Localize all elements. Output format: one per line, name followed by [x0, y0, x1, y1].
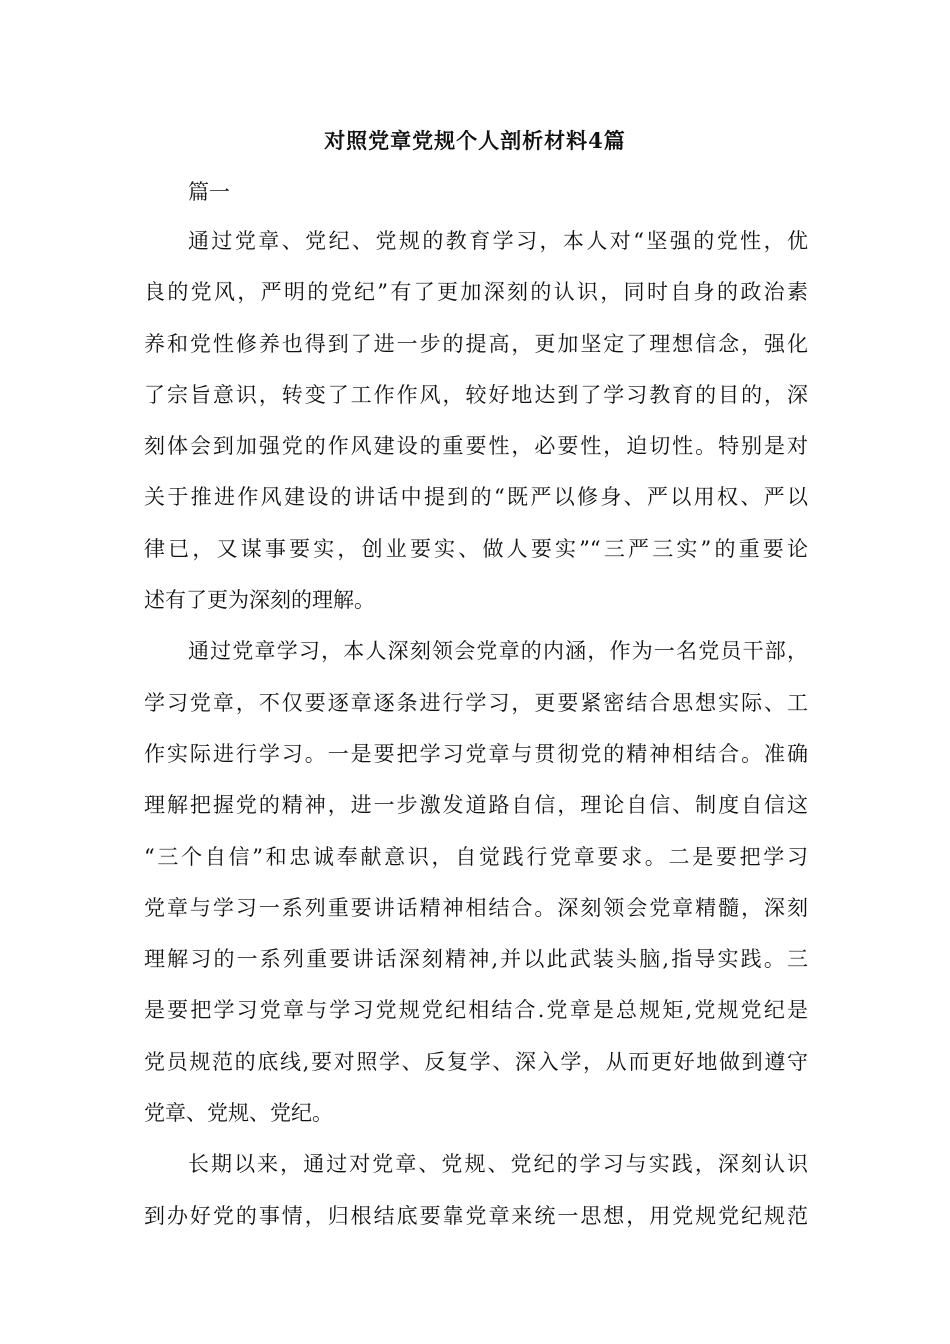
text-line: 述有了更为深刻的理解。 [144, 588, 375, 613]
text-line: “三个自信”和忠诚奉献意识，自觉践行党章要求。二是要把学习 [144, 844, 808, 869]
text-line: 学习党章，不仅要逐章逐条进行学习，更要紧密结合思想实际、工 [144, 690, 808, 715]
text-line: 良的党风，严明的党纪”有了更加深刻的认识，同时自身的政治素 [144, 280, 808, 305]
text-line: 党章与学习一系列重要讲话精神相结合。深刻领会党章精髓，深刻 [144, 895, 808, 920]
text-line: 刻体会到加强党的作风建设的重要性，必要性，迫切性。特别是对 [144, 434, 808, 459]
text-line: 党章、党规、党纪。 [144, 1101, 333, 1126]
text-line: 了宗旨意识，转变了工作作风，较好地达到了学习教育的目的，深 [144, 382, 808, 407]
text-line: 律已，又谋事要实，创业要实、做人要实”“三严三实”的重要论 [144, 536, 808, 561]
text-line: 通过党章学习，本人深刻领会党章的内涵，作为一名党员干部， [188, 639, 808, 664]
text-line: 作实际进行学习。一是要把学习党章与贯彻党的精神相结合。准确 [144, 741, 808, 766]
section-label: 篇一 [188, 180, 230, 204]
text-line: 理解把握党的精神，进一步激发道路自信，理论自信、制度自信这 [144, 793, 808, 818]
paragraph-1 [144, 226, 808, 636]
text-line: 关于推进作风建设的讲话中提到的“既严以修身、严以用权、严以 [144, 485, 808, 510]
text-line: 长期以来，通过对党章、党规、党纪的学习与实践，深刻认识 [188, 1152, 808, 1177]
text-line: 养和党性修养也得到了进一步的提高，更加坚定了理想信念，强化 [144, 331, 808, 356]
document-title: 对照党章党规个人剖析材料4篇 [324, 128, 626, 153]
document-body [144, 226, 808, 1252]
paragraph-3 [144, 1149, 808, 1252]
text-line: 党员规范的底线,要对照学、反复学、深入学，从而更好地做到遵守 [144, 1049, 808, 1074]
text-line: 通过党章、党纪、党规的教育学习，本人对“坚强的党性，优 [188, 229, 808, 253]
text-line: 是要把学习党章与学习党规党纪相结合.党章是总规矩,党规党纪是 [144, 998, 808, 1023]
text-line: 到办好党的事情，归根结底要靠党章来统一思想，用党规党纪规范 [144, 1203, 808, 1228]
paragraph-2 [144, 636, 808, 1149]
text-line: 理解习的一系列重要讲话深刻精神,并以此武装头脑,指导实践。三 [144, 947, 808, 972]
